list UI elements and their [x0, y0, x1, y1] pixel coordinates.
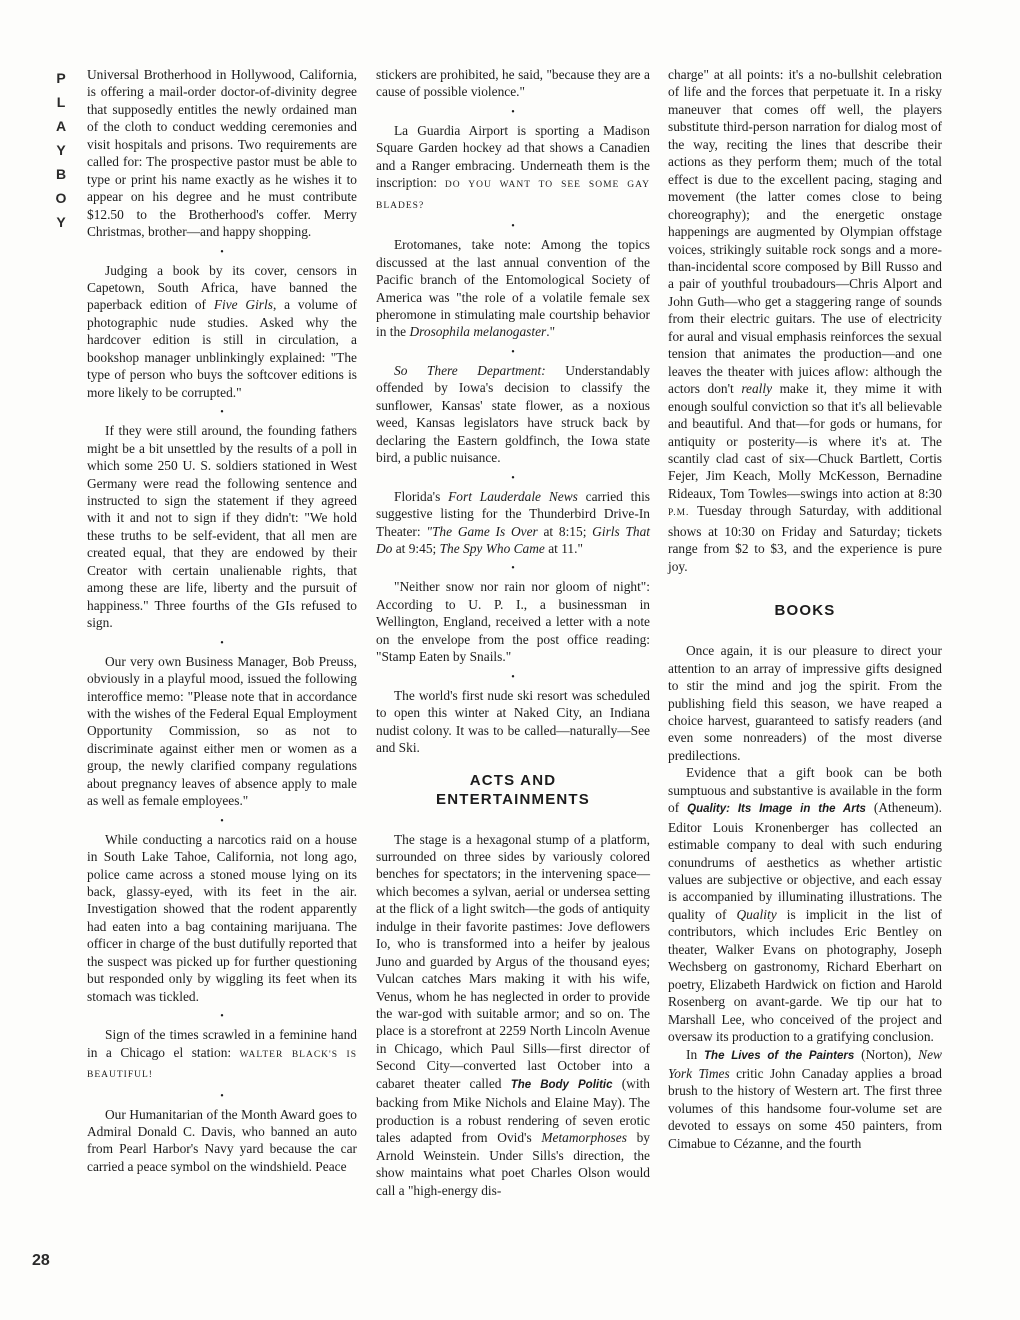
- text-run: at 9:45;: [392, 540, 440, 556]
- item-separator-dot: •: [511, 563, 515, 575]
- masthead-letter: O: [55, 190, 67, 206]
- paragraph: While conducting a narcotics raid on a house in South Lake Tahoe, California, not long ago, police came across a stoned mouse lying on its back, glassy-eyed, with its feet in the air. Investigation showed that the rodent apparently had eaten into a bag containing marijuana. The officer in charge of the bust dutifully reported that the suspect was picked up for further questioning but responded only by wiggling its feet when its stomach was tickled.: [87, 831, 357, 1004]
- paragraph: [668, 764, 942, 1045]
- item-separator-dot: •: [511, 472, 515, 484]
- paragraph: [376, 488, 650, 558]
- paragraph: stickers are prohibited, he said, "because they are a cause of possible violence.": [376, 67, 650, 100]
- emphasis: really: [741, 381, 773, 397]
- graffiti-quote: WALTER BLACK'S IS BEAUTIFUL!: [87, 1049, 358, 1081]
- film-title: Girls That Do: [376, 523, 651, 556]
- book-title: Quality: [736, 906, 777, 922]
- newspaper-title: Fort Lauderdale News: [448, 488, 578, 504]
- item-separator-dot: •: [511, 221, 515, 233]
- masthead-letter: B: [55, 166, 67, 182]
- item-separator-dot: •: [220, 246, 224, 258]
- item-separator-dot: •: [220, 1090, 224, 1102]
- text-run: is implicit in the list of contributors, which includes Eric Bentley on theater, Walker Evans on photography, Joseph Wechsberg on gastronomy, Richard Eberhart on poetry, Elizabeth Hardwick on fiction and Harold Rosenberg on avant-garde. We tip our hat to Marshall Lee, who conceived of the project and oversaw its production to a gratifying conclusion.: [668, 906, 942, 1045]
- heading-line: ACTS AND: [469, 771, 557, 789]
- text-run: Erotomanes, take note: Among the topics discussed at the last annual convention of the Pacific branch of the Entomological Society of America was "the role of a volatile female sex pheromone in stimulating male courtship behavior in the: [376, 237, 650, 340]
- text-column-3: [668, 66, 942, 1152]
- masthead-letter: P: [56, 70, 66, 86]
- paragraph: [668, 1046, 942, 1153]
- paragraph: Once again, it is our pleasure to direct your attention to an array of impressive gifts designed to stir the mind and jog the spirit. From the publishing field this season, we have reaped a choice harvest, guaranteed to satisfy readers (and even some nonreaders) of the most diverse predilections.: [668, 643, 942, 763]
- paragraph: [376, 831, 650, 1200]
- paragraph: Universal Brotherhood in Hollywood, California, is offering a mail-order doctor-of-divinity degree that supposedly entitles the newly ordained man of the cloth to conduct wedding ceremonies and visit hospitals and prisons. Two requirements are called for: The prospective pastor must be able to type or print his name exactly as he wishes it to appear on his degree and he must contribute $12.50 to the Brotherhood's coffer. Merry Christmas, brother—and happy shopping.: [87, 67, 357, 240]
- item-separator-dot: •: [220, 815, 224, 827]
- book-title: Five Girls: [213, 297, 273, 313]
- paragraph: The world's first nude ski resort was scheduled to open this winter at Naked City, an Indiana nudist colony. It was to be called—naturally—See and Ski.: [376, 687, 650, 756]
- text-run: Evidence that a gift book can be both sumptuous and substantive is available in the form of: [668, 765, 942, 816]
- masthead-letter: A: [55, 118, 67, 134]
- section-heading-acts: [376, 771, 650, 809]
- text-run: charge" at all points: it's a no-bullshit celebration of life and the forces that perpetuate it. In a risky maneuver that comes off well, the players substitute third-person narration for dialog most of the way, reciting the lines that describe their actions as they perform them; much of the total effect is due to the excellent pacing, staging and movement (the latter comes close to being choreography); and the energetic onstage happenings are augmented by Olympian offstage voices, strikingly suitable rock songs and a more-than-incidental score composed by Bill Russo and a pair of youthful troubadours—Chris Alport and John Guth—who get a staggering range of sounds from their electric guitars. The use of electricity for aural and visual emphasis reinforces the sexual tension that animates the production—and one leaves the theater with juices aflow: although the actors don't: [668, 67, 942, 397]
- paragraph: [376, 122, 650, 215]
- paragraph: [376, 362, 650, 467]
- text-column-2: [376, 66, 650, 1199]
- paragraph: [376, 236, 650, 341]
- text-run: , a volume of photographic nude studies. Asked why the hardcover edition is still in circulation, a bookshop manager unblinkingly explained: "The type of person who buys the softcover editions is more likely to be corrupted.": [87, 297, 358, 400]
- text-run: (Atheneum). Editor Louis Kronenberger has collected an estimable company to deal with such enduring conundrums of aesthetics as whether artistic values are subjective or objective, and each essay is accompanied by illuminating illustrations. The quality of: [668, 800, 942, 922]
- book-title: The Lives of the Painters: [704, 1049, 855, 1062]
- text-run: Tuesday through Saturday, with additional shows at 10:30 on Friday and Saturday; tickets range from $2 to $3, and the experience is pure joy.: [668, 503, 942, 574]
- item-separator-dot: •: [511, 106, 515, 118]
- species-name: Drosophila melanogaster: [409, 324, 547, 340]
- work-title: Metamorphoses: [541, 1130, 627, 1146]
- page-number: 28: [32, 1252, 50, 1269]
- paragraph: Our Humanitarian of the Month Award goes to Admiral Donald C. Davis, who banned an auto from Pearl Harbor's Navy yard because the car carried a peace symbol on the windshield. Peace: [87, 1106, 357, 1174]
- text-run: (Norton),: [854, 1046, 919, 1062]
- text-run: by Arnold Weinstein. Under Sills's direction, the show maintains what poet Charles Olson would call a "high-energy dis-: [376, 1130, 650, 1198]
- item-separator-dot: •: [220, 407, 224, 419]
- text-run: make it, they mime it with enough soulful conviction so that it's all believable and beautiful. And that—for gods or humans, for antiquity or posterity—is where it's at. The scantily clad cast of six—Chuck Bartlett, Cortis Fejer, Jim Keach, Molly McKesson, Bernadine Rideaux, Tom Towles—swings into action at 8:30: [668, 381, 942, 501]
- text-run: .": [546, 324, 556, 340]
- item-separator-dot: •: [511, 346, 515, 358]
- text-run: at 8:15;: [537, 523, 593, 539]
- text-run: Understandably offended by Iowa's decision to classify the sunflower, Kansas' state flower, as a noxious weed, Kansas legislators have struck back by declaring the Eastern goldfinch, the Iowa state bird, a public nuisance.: [376, 362, 650, 466]
- paragraph: [668, 66, 942, 575]
- item-separator-dot: •: [220, 1011, 224, 1023]
- text-run: Florida's: [394, 488, 449, 504]
- paragraph: If they were still around, the founding fathers might be a bit unsettled by the results of a poll in which some 250 U. S. soldiers stationed in West Germany were read the following sentence and instructed to sign the statement if they agreed with it and not to sign if they didn't: "We hold these truths to be self-evident, that all men are created equal, that they are endowed by their Creator with certain unalienable rights, that among these are life, liberty and the pursuit of happiness." Three fourths of the GIs refused to sign.: [87, 423, 357, 631]
- heading-line: ENTERTAINMENTS: [435, 790, 591, 808]
- masthead-letter: Y: [56, 214, 66, 230]
- paragraph: "Neither snow nor rain nor gloom of night": According to U. P. I., a businessman in Wellington, England, received a letter with a note on the envelope from the post office reading: "Stamp Eaten by Snails.": [376, 579, 650, 665]
- film-title: The Spy Who Came: [439, 540, 545, 556]
- text-run: critic John Canaday applies a broad brush to the history of Western art. The first three volumes of this handsome four-volume set are devoted to essays on some 450 painters, from Cimabue to Cézanne, and the fourth: [668, 1066, 942, 1151]
- text-run: Sign of the times scrawled in a feminine hand in a Chicago el station:: [87, 1027, 357, 1060]
- venue-name: The Body Politic: [510, 1078, 613, 1091]
- masthead-letter: L: [56, 94, 66, 110]
- masthead-letter: Y: [56, 142, 66, 158]
- department-lead: So There Department:: [394, 362, 546, 378]
- text-run: at 11.": [544, 540, 583, 556]
- text-run: In: [686, 1046, 705, 1062]
- text-run: The stage is a hexagonal stump of a platform, surrounded on three sides by variously colored benches for spectators; in the intervening space—which becomes a sylvan, aerial or undersea setting at the flick of a light switch—the gods of antiquity indulge in their favorite pastimes: Jove deflowers Io, who is transformed into a heifer by jealous Juno and guarded by Argus of the thousand eyes; Vulcan catches Mars making it with his wife, Venus, whom he has neglected in order to provide the war-god with suitable armor; and so on. The place is a storefront at 2259 North Lincoln Avenue in Chicago, which Paul Sills—first director of Second City—converted last October into a cabaret theater called: [376, 831, 650, 1091]
- paragraph: [87, 262, 357, 402]
- item-separator-dot: •: [220, 637, 224, 649]
- text-run: La Guardia Airport is sporting a Madison Square Garden hockey ad that shows a Canadien and a Ranger embracing. Underneath them is the inscription:: [376, 122, 650, 191]
- text-column-1: [87, 66, 357, 1175]
- book-title: Quality: Its Image in the Arts: [687, 803, 866, 816]
- text-run: Judging a book by its cover, censors in Capetown, South Africa, have banned the paperback edition of: [87, 262, 357, 313]
- ad-inscription: DO YOU WANT TO SEE SOME GAY BLADES?: [376, 180, 650, 211]
- magazine-masthead: [50, 66, 72, 234]
- time-suffix: P.M.: [668, 508, 690, 519]
- newspaper-title: New York Times: [668, 1046, 942, 1082]
- section-heading-books: BOOKS: [774, 602, 836, 620]
- text-run: (with backing from Mike Nichols and Elaine May). The production is a robust rendering of seven erotic tales adapted from Ovid's: [376, 1075, 650, 1146]
- text-run: carried this suggestive listing for the Thunderbird Drive-In Theater:: [376, 488, 650, 539]
- paragraph: Our very own Business Manager, Bob Preuss, obviously in a playful mood, issued the following interoffice memo: "Please note that in accordance with the wishes of the Federal Equal Employment Opportunity Commission, so as not to discriminate against either men or women as a group, the newly clarified company regulations about pregnancy leaves of absence apply to male as well as female employees.": [87, 653, 357, 809]
- item-separator-dot: •: [511, 671, 515, 683]
- film-title: "The Game Is Over: [426, 523, 538, 539]
- paragraph: [87, 1026, 357, 1084]
